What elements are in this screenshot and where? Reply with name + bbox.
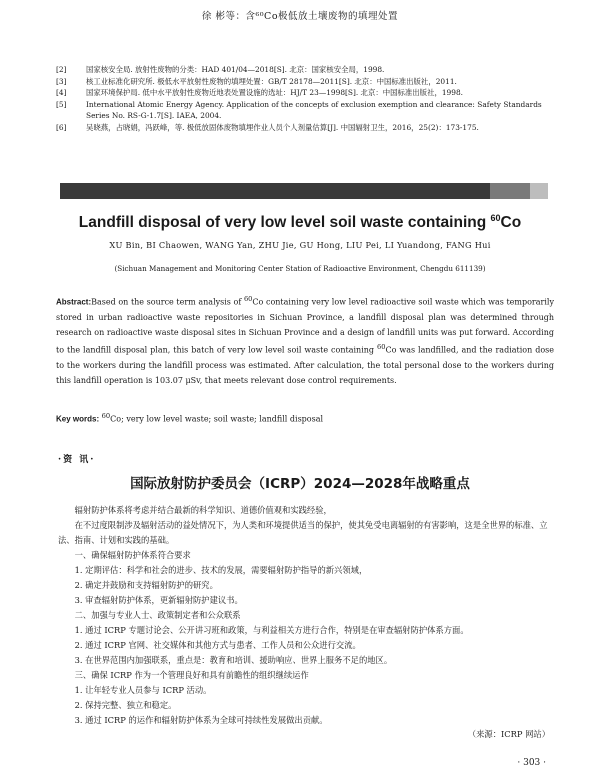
abstract [56, 292, 554, 389]
author-list: XU Bin, BI Chaowen, WANG Yan, ZHU Jie, GU Hong, LIU Pei, LI Yuandong, FANG Hui [109, 240, 491, 250]
reference-text: 国家环境保护局. 低中水平放射性废物近地表处置设施的选址：HJ/T 23—1998[S]. 北京：中国标准出版社，1998. [86, 88, 464, 98]
running-head: 徐 彬等：含⁶⁰Co极低放土壤废物的填埋处置 [201, 11, 399, 22]
news-paragraph: 1. 定期评估：科学和社会的进步、技术的发展，需要辐射防护指导的新兴领域， [74, 565, 368, 575]
news-paragraph: 3. 通过 ICRP 的运作和辐射防护体系为全球可持续性发展做出贡献。 [74, 715, 328, 725]
reference-text: 吴晓燕，占晓娟，冯跃峰，等. 极低放固体废物填埋作业人员个人剂量估算[J]. 中国辐射卫生，2016，25(2)：173-175. [86, 122, 479, 132]
page-number: · 303 · [517, 758, 546, 768]
abstract-text-2: Co containing very low level radioactive soil waste which was temporarily stored in urban radioactive waste repositories in Sichuan Province, a landfill disposal plan was determined through research on radioactive waste disposal sites in Sichuan Province and a design of landfill units was put forward. According to the landfill disposal plan, this batch of very low level soil waste containing [56, 297, 554, 355]
news-paragraph: 辐射防护体系将考虑并结合最新的科学知识、道德价值观和实践经验， [74, 505, 332, 515]
reference-item [56, 99, 556, 122]
section-banner [60, 183, 548, 199]
paper-title-main: Landfill disposal of very low level soil waste containing [78, 214, 491, 232]
news-paragraph: 一、确保辐射防护体系符合要求 [74, 550, 191, 560]
news-body [58, 503, 554, 728]
news-title: 国际放射防护委员会（ICRP）2024—2028年战略重点 [130, 476, 470, 492]
paper-title-sup: 60 [490, 213, 501, 223]
news-paragraph: 3. 在世界范围内加强联系，重点是：教育和培训、援助响应、世界上服务不足的地区。 [74, 655, 393, 665]
abstract-sup-2: 60 [376, 343, 386, 352]
news-source: （来源：ICRP 网站） [467, 729, 550, 739]
news-paragraph: 1. 通过 ICRP 专题讨论会、公开讲习班和政策，与利益相关方进行合作，特别是在审查辐射防护体系方面。 [74, 625, 469, 635]
reference-text: 核工业标准化研究所. 极低水平放射性废物的填埋处置：GB/T 28178—2011[S]. 北京：中国标准出版社，2011. [86, 76, 457, 86]
paper-title-end: Co [500, 214, 522, 232]
banner-mid-bar [490, 183, 530, 199]
news-paragraph: 2. 保持完整、独立和稳定。 [74, 700, 177, 710]
reference-number: [2] [56, 65, 67, 74]
paper-title [0, 213, 600, 232]
reference-number: [4] [56, 88, 67, 98]
abstract-text-3: Co was landfilled, and the radiation dose to the workers during the landfill process was estimated. After calculation, the total personal dose to the workers during this landfill operation is 103.07 μSv, that meets relevant dose control requirements. [56, 345, 555, 386]
news-paragraph: 二、加强与专业人士、政策制定者和公众联系 [74, 610, 241, 620]
news-paragraph: 在不过度限制涉及辐射活动的益处情况下，为人类和环境提供适当的保护，使其免受电离辐射的有害影响，这是全世界的标准、立法、指南、计划和实践的基础。 [58, 520, 548, 545]
abstract-text-1: Based on the source term analysis of [91, 297, 244, 307]
reference-number: [6] [56, 122, 67, 132]
news-paragraph: 2. 通过 ICRP 官网、社交媒体和其他方式与患者、工作人员和公众进行交流。 [74, 640, 361, 650]
keywords [56, 412, 554, 424]
news-paragraph: 2. 确定并鼓励和支持辐射防护的研究。 [74, 580, 218, 590]
reference-text: International Atomic Energy Agency. Application of the concepts of exclusion exemption and clearance: Safety Standards Series No. RS-G-1.7[S]. IAEA, 2004. [86, 99, 542, 121]
keywords-label: Key words: [56, 414, 100, 424]
reference-item [56, 122, 556, 134]
keywords-text: Co; very low level waste; soil waste; landfill disposal [110, 414, 324, 424]
banner-light-bar [530, 183, 548, 199]
abstract-label: Abstract: [56, 297, 92, 307]
reference-list [56, 64, 556, 134]
affiliation: (Sichuan Management and Monitoring Center Station of Radioactive Environment, Chengdu 611139) [114, 264, 486, 273]
reference-number: [3] [56, 76, 67, 86]
abstract-sup-1: 60 [243, 295, 253, 303]
news-paragraph: 1. 让年轻专业人员参与 ICRP 活动。 [74, 685, 212, 695]
banner-dark-bar [60, 183, 490, 199]
keywords-sup: 60 [101, 412, 111, 420]
reference-item [56, 64, 556, 76]
reference-number: [5] [56, 99, 67, 109]
reference-text: 国家核安全局. 放射性废物的分类：HAD 401/04—2018[S]. 北京：国家核安全局，1998. [86, 65, 385, 74]
reference-item [56, 87, 556, 99]
news-paragraph: 3. 审查辐射防护体系，更新辐射防护建议书。 [74, 595, 243, 605]
news-paragraph: 三、确保 ICRP 作为一个管理良好和具有前瞻性的组织继续运作 [74, 670, 309, 680]
news-section-tag: ·资 讯· [58, 455, 96, 465]
reference-item [56, 76, 556, 88]
